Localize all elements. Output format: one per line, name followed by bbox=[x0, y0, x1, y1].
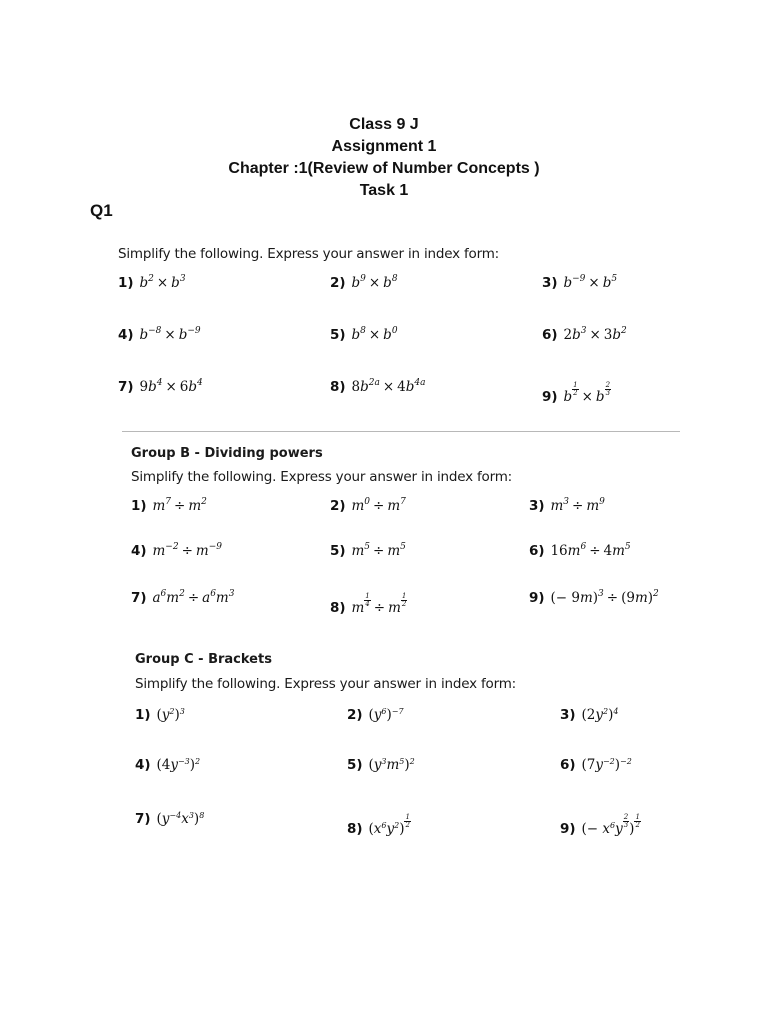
group-c-instruction: Simplify the following. Express your answer in index form: bbox=[135, 676, 517, 692]
group-b-item-5: 5) $m^5 \div m^5$ bbox=[330, 542, 406, 559]
group-c-item-7: 7) $(y^{-4}x^3)^8$ bbox=[135, 811, 205, 827]
group-c-title: Group C - Brackets bbox=[135, 652, 272, 667]
group-c-item-4: 4) $(4y^{-3})^2$ bbox=[135, 757, 201, 773]
group-c-item-3: 3) $(2y^2)^4$ bbox=[560, 707, 619, 723]
group-b-item-3: 3) $m^3 \div m^9$ bbox=[529, 497, 605, 514]
group-b-instruction: Simplify the following. Express your answer in index form: bbox=[131, 469, 513, 485]
group-c-item-2: 2) $(y^6)^{-7}$ bbox=[347, 707, 404, 723]
group-a-item-8: 8) $8b^{2a} \times 4b^{4a}$ bbox=[330, 378, 426, 395]
group-b-item-4: 4) $m^{-2} \div m^{-9}$ bbox=[131, 542, 222, 559]
group-b-item-1: 1) $m^7 \div m^2$ bbox=[131, 497, 207, 514]
assignment-title: Assignment 1 bbox=[331, 138, 437, 155]
group-b-item-6: 6) $16m^6 \div 4m^5$ bbox=[529, 542, 631, 559]
worksheet-header bbox=[0, 114, 768, 202]
group-c-item-8: 8) $(x^6y^2)$ $\frac{1}{2}$ bbox=[347, 813, 410, 837]
group-a-item-9: 9) b $\frac{1}{2}$ × b $\frac{2}{3}$ bbox=[542, 381, 611, 405]
group-a-item-7: 7) $9b^4 \times 6b^4$ bbox=[118, 378, 203, 395]
group-b-item-2: 2) $m^0 \div m^7$ bbox=[330, 497, 406, 514]
group-a-item-3: 3) $b^{-9} \times b^5$ bbox=[542, 274, 618, 291]
group-c-item-5: 5) $(y^3m^5)^2$ bbox=[347, 757, 415, 773]
chapter-title: Chapter :1(Review of Number Concepts ) bbox=[228, 160, 540, 177]
task-title: Task 1 bbox=[359, 182, 409, 199]
group-b-item-9: 9) (− $9m)^3 \div (9m)^2$ bbox=[529, 589, 659, 606]
group-a-item-1: 1) $b^2 \times b^3$ bbox=[118, 274, 186, 291]
group-a-item-6: 6) $2b^3 \times 3b^2$ bbox=[542, 326, 627, 343]
group-c-item-1: 1) $(y^2)^3$ bbox=[135, 707, 185, 723]
group-c-item-6: 6) $(7y^{-2})^{-2}$ bbox=[560, 757, 632, 773]
section-divider bbox=[122, 431, 680, 432]
group-a-item-4: 4) $b^{-8} \times b^{-9}$ bbox=[118, 326, 201, 343]
class-title: Class 9 J bbox=[349, 116, 419, 133]
question-label: Q1 bbox=[90, 201, 113, 220]
group-a-instruction: Simplify the following. Express your answer in index form: bbox=[118, 246, 500, 262]
group-c-item-9: 9) (− $x^6y$ $\frac{2}{3}$ ) $\frac{1}{2}$ bbox=[560, 813, 640, 837]
group-a-item-2: 2) $b^9 \times b^8$ bbox=[330, 274, 398, 291]
group-b-item-7: 7) $a^6m^2 \div a^6m^3$ bbox=[131, 589, 235, 606]
group-a-item-5: 5) $b^8 \times b^0$ bbox=[330, 326, 398, 343]
group-b-item-8: 8) m $\frac{1}{4}$ ÷ m $\frac{1}{2}$ bbox=[330, 592, 407, 616]
group-b-title: Group B - Dividing powers bbox=[131, 446, 323, 461]
